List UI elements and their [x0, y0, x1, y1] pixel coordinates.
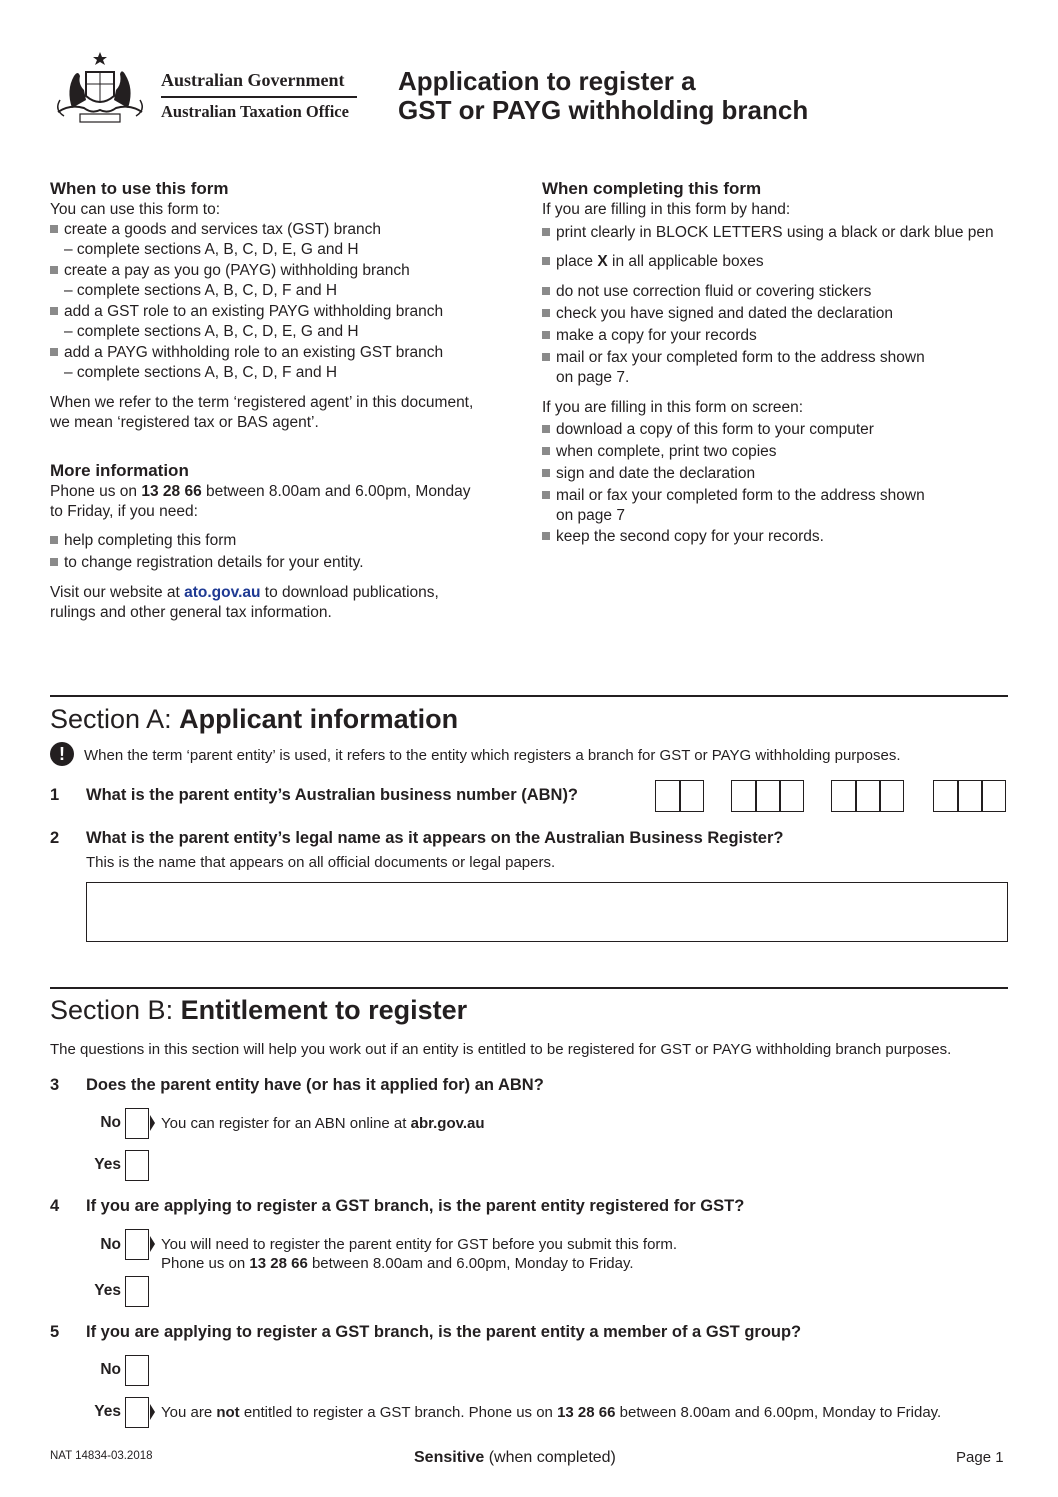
- section-a-rule: [50, 695, 1008, 697]
- bullet-square-icon: [542, 257, 550, 265]
- when-completing-section: [542, 178, 1012, 547]
- bullet-square-icon: [542, 425, 550, 433]
- list-item: make a copy for your records: [542, 326, 1012, 346]
- list-item: sign and date the declaration: [542, 464, 1012, 484]
- phone-line2: to Friday, if you need:: [50, 503, 198, 520]
- q4-no-note-line2: Phone us on 13 28 66 between 8.00am and 6.00pm, Monday to Friday.: [161, 1255, 634, 1272]
- arrow-right-icon: [150, 1236, 155, 1252]
- list-item: add a GST role to an existing PAYG withholding branch: [50, 302, 520, 322]
- abn-input-group-1[interactable]: [655, 780, 704, 812]
- question-2-help: This is the name that appears on all official documents or legal papers.: [86, 854, 556, 871]
- q5-no-checkbox[interactable]: [125, 1355, 149, 1386]
- bullet-square-icon: [542, 331, 550, 339]
- no-label: No: [100, 1361, 121, 1378]
- section-b-intro: The questions in this section will help you work out if an entity is entitled to be registered for GST or PAYG withholding branch purposes.: [50, 1041, 952, 1058]
- visit-line2: rulings and other general tax information.: [50, 604, 332, 621]
- list-item-cont: on page 7: [556, 507, 625, 524]
- agent-note-line1: When we refer to the term ‘registered agent’ in this document,: [50, 394, 474, 411]
- form-title-line2: GST or PAYG withholding branch: [398, 95, 809, 125]
- phone-number: 13 28 66: [141, 483, 202, 500]
- list-item: download a copy of this form to your computer: [542, 420, 1012, 440]
- list-item: to change registration details for your entity.: [50, 553, 520, 573]
- question-4-text: If you are applying to register a GST branch, is the parent entity registered for GST?: [86, 1197, 745, 1215]
- screen-intro: If you are filling in this form on screen:: [542, 399, 804, 416]
- q4-no-note-line1: You will need to register the parent entity for GST before you submit this form.: [161, 1236, 678, 1253]
- commonwealth-coat-of-arms-icon: [50, 50, 150, 126]
- section-b-rule: [50, 987, 1008, 989]
- logo-divider: [161, 96, 357, 98]
- question-number: 5: [50, 1323, 60, 1341]
- list-item: create a pay as you go (PAYG) withholding branch: [50, 261, 520, 281]
- list-item: help completing this form: [50, 531, 520, 551]
- question-number: 4: [50, 1197, 60, 1215]
- form-code: NAT 14834-03.2018: [50, 1450, 153, 1462]
- list-item: create a goods and services tax (GST) branch: [50, 220, 520, 240]
- form-title-line1: Application to register a: [398, 66, 696, 96]
- question-1-text: What is the parent entity’s Australian business number (ABN)?: [86, 786, 579, 804]
- list-item: place X in all applicable boxes: [542, 252, 1012, 272]
- bullet-square-icon: [542, 287, 550, 295]
- when-to-use-intro: You can use this form to:: [50, 201, 221, 218]
- no-label: No: [100, 1114, 121, 1131]
- question-number: 3: [50, 1076, 60, 1094]
- page-number: Page 1: [956, 1449, 1004, 1466]
- q3-no-checkbox[interactable]: [125, 1108, 149, 1139]
- bullet-square-icon: [50, 348, 58, 356]
- sensitive-label: Sensitive (when completed): [414, 1449, 616, 1466]
- list-item-sub: – complete sections A, B, C, D, F and H: [64, 364, 338, 381]
- abn-input-group-4[interactable]: [933, 780, 1006, 812]
- section-a-title: Section A: Applicant information: [50, 704, 459, 734]
- list-item: when complete, print two copies: [542, 442, 1012, 462]
- website-link[interactable]: ato.gov.au: [184, 584, 261, 601]
- bullet-square-icon: [542, 447, 550, 455]
- bullet-square-icon: [542, 469, 550, 477]
- when-to-use-heading: When to use this form: [50, 179, 229, 198]
- bullet-square-icon: [50, 558, 58, 566]
- x-mark: X: [597, 253, 608, 270]
- parent-entity-notice: When the term ‘parent entity’ is used, it refers to the entity which registers a branch for GST or PAYG withholding purposes.: [84, 747, 901, 764]
- q3-no-note: You can register for an ABN online at abr.gov.au: [161, 1115, 485, 1132]
- government-name: Australian Government: [161, 70, 345, 90]
- bullet-square-icon: [542, 491, 550, 499]
- no-label: No: [100, 1236, 121, 1253]
- agency-name: Australian Taxation Office: [161, 102, 349, 121]
- q4-no-checkbox[interactable]: [125, 1229, 149, 1260]
- list-item-sub: – complete sections A, B, C, D, E, G and H: [64, 241, 359, 258]
- exclamation-icon: !: [50, 742, 74, 766]
- bullet-square-icon: [50, 266, 58, 274]
- list-item: keep the second copy for your records.: [542, 527, 1012, 547]
- list-item-sub: – complete sections A, B, C, D, E, G and H: [64, 323, 359, 340]
- bullet-square-icon: [50, 536, 58, 544]
- more-info-heading: More information: [50, 461, 189, 480]
- agent-note-line2: we mean ‘registered tax or BAS agent’.: [50, 414, 319, 431]
- abn-input-group-3[interactable]: [831, 780, 904, 812]
- when-completing-heading: When completing this form: [542, 179, 762, 198]
- phone-line: Phone us on 13 28 66 between 8.00am and 6.00pm, Monday: [50, 483, 471, 500]
- list-item: mail or fax your completed form to the address shown: [542, 486, 1012, 506]
- q3-yes-checkbox[interactable]: [125, 1150, 149, 1181]
- q5-yes-checkbox[interactable]: [125, 1397, 149, 1428]
- bullet-square-icon: [542, 532, 550, 540]
- bullet-square-icon: [542, 228, 550, 236]
- list-item-sub: – complete sections A, B, C, D, F and H: [64, 282, 338, 299]
- arrow-right-icon: [150, 1115, 155, 1131]
- list-item-cont: on page 7.: [556, 369, 630, 386]
- list-item: add a PAYG withholding role to an existing GST branch: [50, 343, 520, 363]
- question-number: 2: [50, 829, 60, 847]
- abr-link[interactable]: abr.gov.au: [410, 1115, 485, 1132]
- yes-label: Yes: [94, 1403, 121, 1420]
- question-2-text: What is the parent entity’s legal name as it appears on the Australian Business Register?: [86, 829, 784, 847]
- abn-input-group-2[interactable]: [731, 780, 804, 812]
- list-item: check you have signed and dated the declaration: [542, 304, 1012, 324]
- list-item: print clearly in BLOCK LETTERS using a black or dark blue pen: [542, 223, 1012, 243]
- hand-intro: If you are filling in this form by hand:: [542, 201, 791, 218]
- question-3-text: Does the parent entity have (or has it applied for) an ABN?: [86, 1076, 544, 1094]
- visit-line: Visit our website at ato.gov.au to download publications,: [50, 584, 439, 601]
- yes-label: Yes: [94, 1282, 121, 1299]
- section-b-title: Section B: Entitlement to register: [50, 995, 468, 1025]
- bullet-square-icon: [542, 309, 550, 317]
- yes-label: Yes: [94, 1156, 121, 1173]
- q4-yes-checkbox[interactable]: [125, 1276, 149, 1307]
- bullet-square-icon: [542, 353, 550, 361]
- question-number: 1: [50, 786, 60, 804]
- q5-yes-note: You are not entitled to register a GST branch. Phone us on 13 28 66 between 8.00am and 6.00pm, Monday to Friday.: [161, 1404, 942, 1421]
- legal-name-input[interactable]: [86, 882, 1008, 942]
- bullet-square-icon: [50, 307, 58, 315]
- list-item: mail or fax your completed form to the address shown: [542, 348, 1012, 368]
- list-item: do not use correction fluid or covering stickers: [542, 282, 1012, 302]
- bullet-square-icon: [50, 225, 58, 233]
- arrow-right-icon: [150, 1404, 155, 1420]
- question-5-text: If you are applying to register a GST branch, is the parent entity a member of a GST group?: [86, 1323, 802, 1341]
- more-info-section: [50, 460, 520, 623]
- when-to-use-section: [50, 178, 520, 433]
